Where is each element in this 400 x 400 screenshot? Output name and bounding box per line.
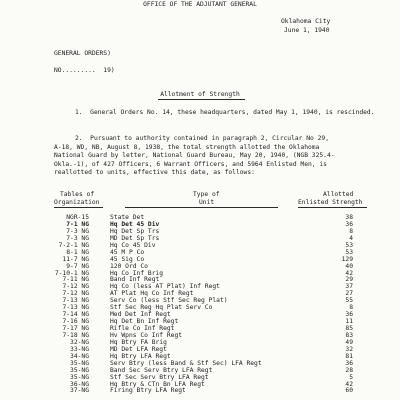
org-cell: 7-14 NG [62,311,89,319]
unit-type-cell: State Det [110,214,145,221]
allotment-table [54,215,384,395]
unit-type-cell: Med Det Inf Regt [110,311,171,319]
org-cell: 7-18 NG [62,331,89,339]
strength-cell: 42 [345,380,353,388]
header-city: Oklahoma City [281,18,331,25]
strength-cell: 27 [345,290,353,298]
table-row [54,271,384,278]
strength-cell: 8 [349,227,353,235]
table-header-type-1: Type of [193,191,220,198]
org-cell: 7-3 NG [66,234,89,242]
unit-type-cell: Hq Co Inf Brig [110,269,164,277]
title-underline [158,99,245,100]
table-row [54,284,384,291]
general-orders-label: GENERAL ORDERS) [54,50,111,57]
table-header-type-rule [125,207,278,208]
unit-type-cell: 120 Ord Co [110,262,148,270]
org-cell: 35-NG [70,373,89,381]
table-header-org-2: Organization [54,199,100,206]
strength-cell: 40 [345,262,353,270]
table-header-strength-rule [298,207,367,208]
unit-type-cell: Band Sec Serv Btry LFA Regt [110,366,213,374]
table-header-type-2: Unit [199,199,215,206]
strength-cell: 37 [345,283,353,291]
table-header-org-1: Tables of [60,191,95,198]
org-cell: 7-10-1 NG [54,269,89,277]
org-cell: 7-17 NG [62,325,89,332]
table-row [54,361,384,368]
unit-type-cell: Hq Co (less AT Plat) Inf Regt [110,283,220,291]
strength-cell: 36 [345,359,353,367]
unit-type-cell: AT Plat Hq Co Inf Regt [110,290,194,298]
table-row [54,257,384,264]
unit-type-cell: MD Det LFA Regt [110,345,167,353]
strength-cell: 85 [345,325,353,332]
org-cell: 7-13 NG [62,304,89,312]
org-cell: 7-1 NG [66,220,89,228]
strength-cell: 53 [345,248,353,256]
table-row [54,388,384,395]
strength-cell: 81 [345,352,353,360]
strength-cell: 5 [349,373,353,381]
strength-cell: 38 [345,214,353,221]
table-header-strength-1: Allotted [323,191,354,198]
strength-cell: 29 [345,276,353,284]
table-row [54,298,384,305]
table-row [54,229,384,236]
org-cell: 7-2-1 NG [58,241,89,249]
table-row [54,236,384,243]
org-cell: 32-NG [70,338,89,346]
table-row [54,319,384,326]
org-cell: 7-11 NG [62,276,89,284]
table-row [54,340,384,347]
unit-type-cell: Firing Btry LFA Regt [110,387,186,395]
strength-cell: 36 [345,311,353,319]
unit-type-cell: Hq Det Bn Inf Regt [110,318,179,326]
table-row [54,326,384,333]
office-heading: OFFICE OF THE ADJUTANT GENERAL [143,1,257,8]
unit-type-cell: Rifle Co Inf Regt [110,325,175,332]
strength-cell: 83 [345,331,353,339]
strength-cell: 42 [345,269,353,277]
org-cell: 34-NG [70,352,89,360]
org-cell: 33-NG [70,345,89,353]
strength-cell: 11 [345,318,353,326]
table-row [54,347,384,354]
paragraph-2-line-2: A-18, WD, NB, August 8, 1938, the total strength allotted the Oklahoma [54,144,320,151]
unit-type-cell: MD Det Sp Trs [110,234,160,242]
unit-type-cell: Hq Det 45 Div [110,220,160,228]
general-orders-number: NO......... 19) [54,67,115,74]
unit-type-cell: 45 M P Co [110,248,145,256]
table-row [54,215,384,222]
table-row [54,243,384,250]
unit-type-cell: Serv Co (less Stf Sec Reg Plat) [110,297,228,305]
org-cell: 7-13 NG [62,297,89,305]
table-row [54,222,384,229]
table-header-org-rule [54,207,103,208]
paragraph-1-text: 1. General Orders No. 14, these headquarters, dated May 1, 1940, is rescinded. [75,109,375,116]
org-cell: 8-1 NG [66,248,89,256]
unit-type-cell: Hq Btry FA Brig [110,338,167,346]
org-cell: 11-7 NG [62,255,89,263]
strength-cell: 129 [341,255,353,263]
table-row [54,375,384,382]
unit-type-cell: 45 Sig Co [110,255,145,263]
paragraph-2-line-1: 2. Pursuant to authority contained in paragraph 2, Circular No 29, [75,135,330,142]
org-cell: 7-12 NG [62,283,89,291]
unit-type-cell: Hv Wpns Co Inf Regt [110,331,183,339]
table-row [54,312,384,319]
paragraph-2-line-4: Okla.-1), of 427 Officers, 6 Warrant Officers, and 5964 Enlisted Men, is [54,161,327,168]
table-row [54,333,384,340]
strength-cell: 36 [345,220,353,228]
strength-cell: 55 [345,297,353,305]
org-cell: 35-NG [70,366,89,374]
strength-cell: 53 [345,241,353,249]
strength-cell: 4 [349,234,353,242]
table-row [54,382,384,389]
table-header-strength-2: Enlisted Strength [298,199,363,206]
unit-type-cell: Stf Sec Reg Hq Plat Serv Co [110,304,213,312]
strength-cell: 28 [345,366,353,374]
org-cell: 36-NG [70,380,89,388]
strength-cell: 32 [345,345,353,353]
header-date: June 1, 1940 [284,27,330,34]
unit-type-cell: Stf Sec Serv Btry LFA Regt [110,373,209,381]
org-cell: 7-16 NG [62,318,89,326]
strength-cell: 49 [345,338,353,346]
org-cell: NGR-15 [66,214,89,221]
paragraph-2-line-5: reallotted to units, effective this date, as follows: [54,169,255,176]
unit-type-cell: Hq Btry LFA Regt [110,352,171,360]
table-row [54,250,384,257]
document-title: Allotment of Strength [160,91,240,98]
unit-type-cell: Serv Btry (less Band & Stf Sec) LFA Regt [110,359,262,367]
table-row [54,264,384,271]
table-row [54,305,384,312]
strength-cell: 60 [345,387,353,395]
unit-type-cell: Hq Co 45 Div [110,241,156,249]
unit-type-cell: Band Inf Regt [110,276,160,284]
org-cell: 7-12 NG [62,290,89,298]
org-cell: 37-NG [70,387,89,395]
paragraph-2-line-3: National Guard by letter, National Guard Bureau, May 20, 1940, (NGB 325.4- [54,152,335,159]
org-cell: 9-7 NG [66,262,89,270]
paragraph-1-line-1 [75,110,375,116]
strength-cell: 8 [349,304,353,312]
org-cell: 7-3 NG [66,227,89,235]
table-row [54,368,384,375]
unit-type-cell: Hq Btry & CTn Bn LFA Regt [110,380,205,388]
org-cell: 35-NG [70,359,89,367]
unit-type-cell: Hq Det Sp Trs [110,227,160,235]
